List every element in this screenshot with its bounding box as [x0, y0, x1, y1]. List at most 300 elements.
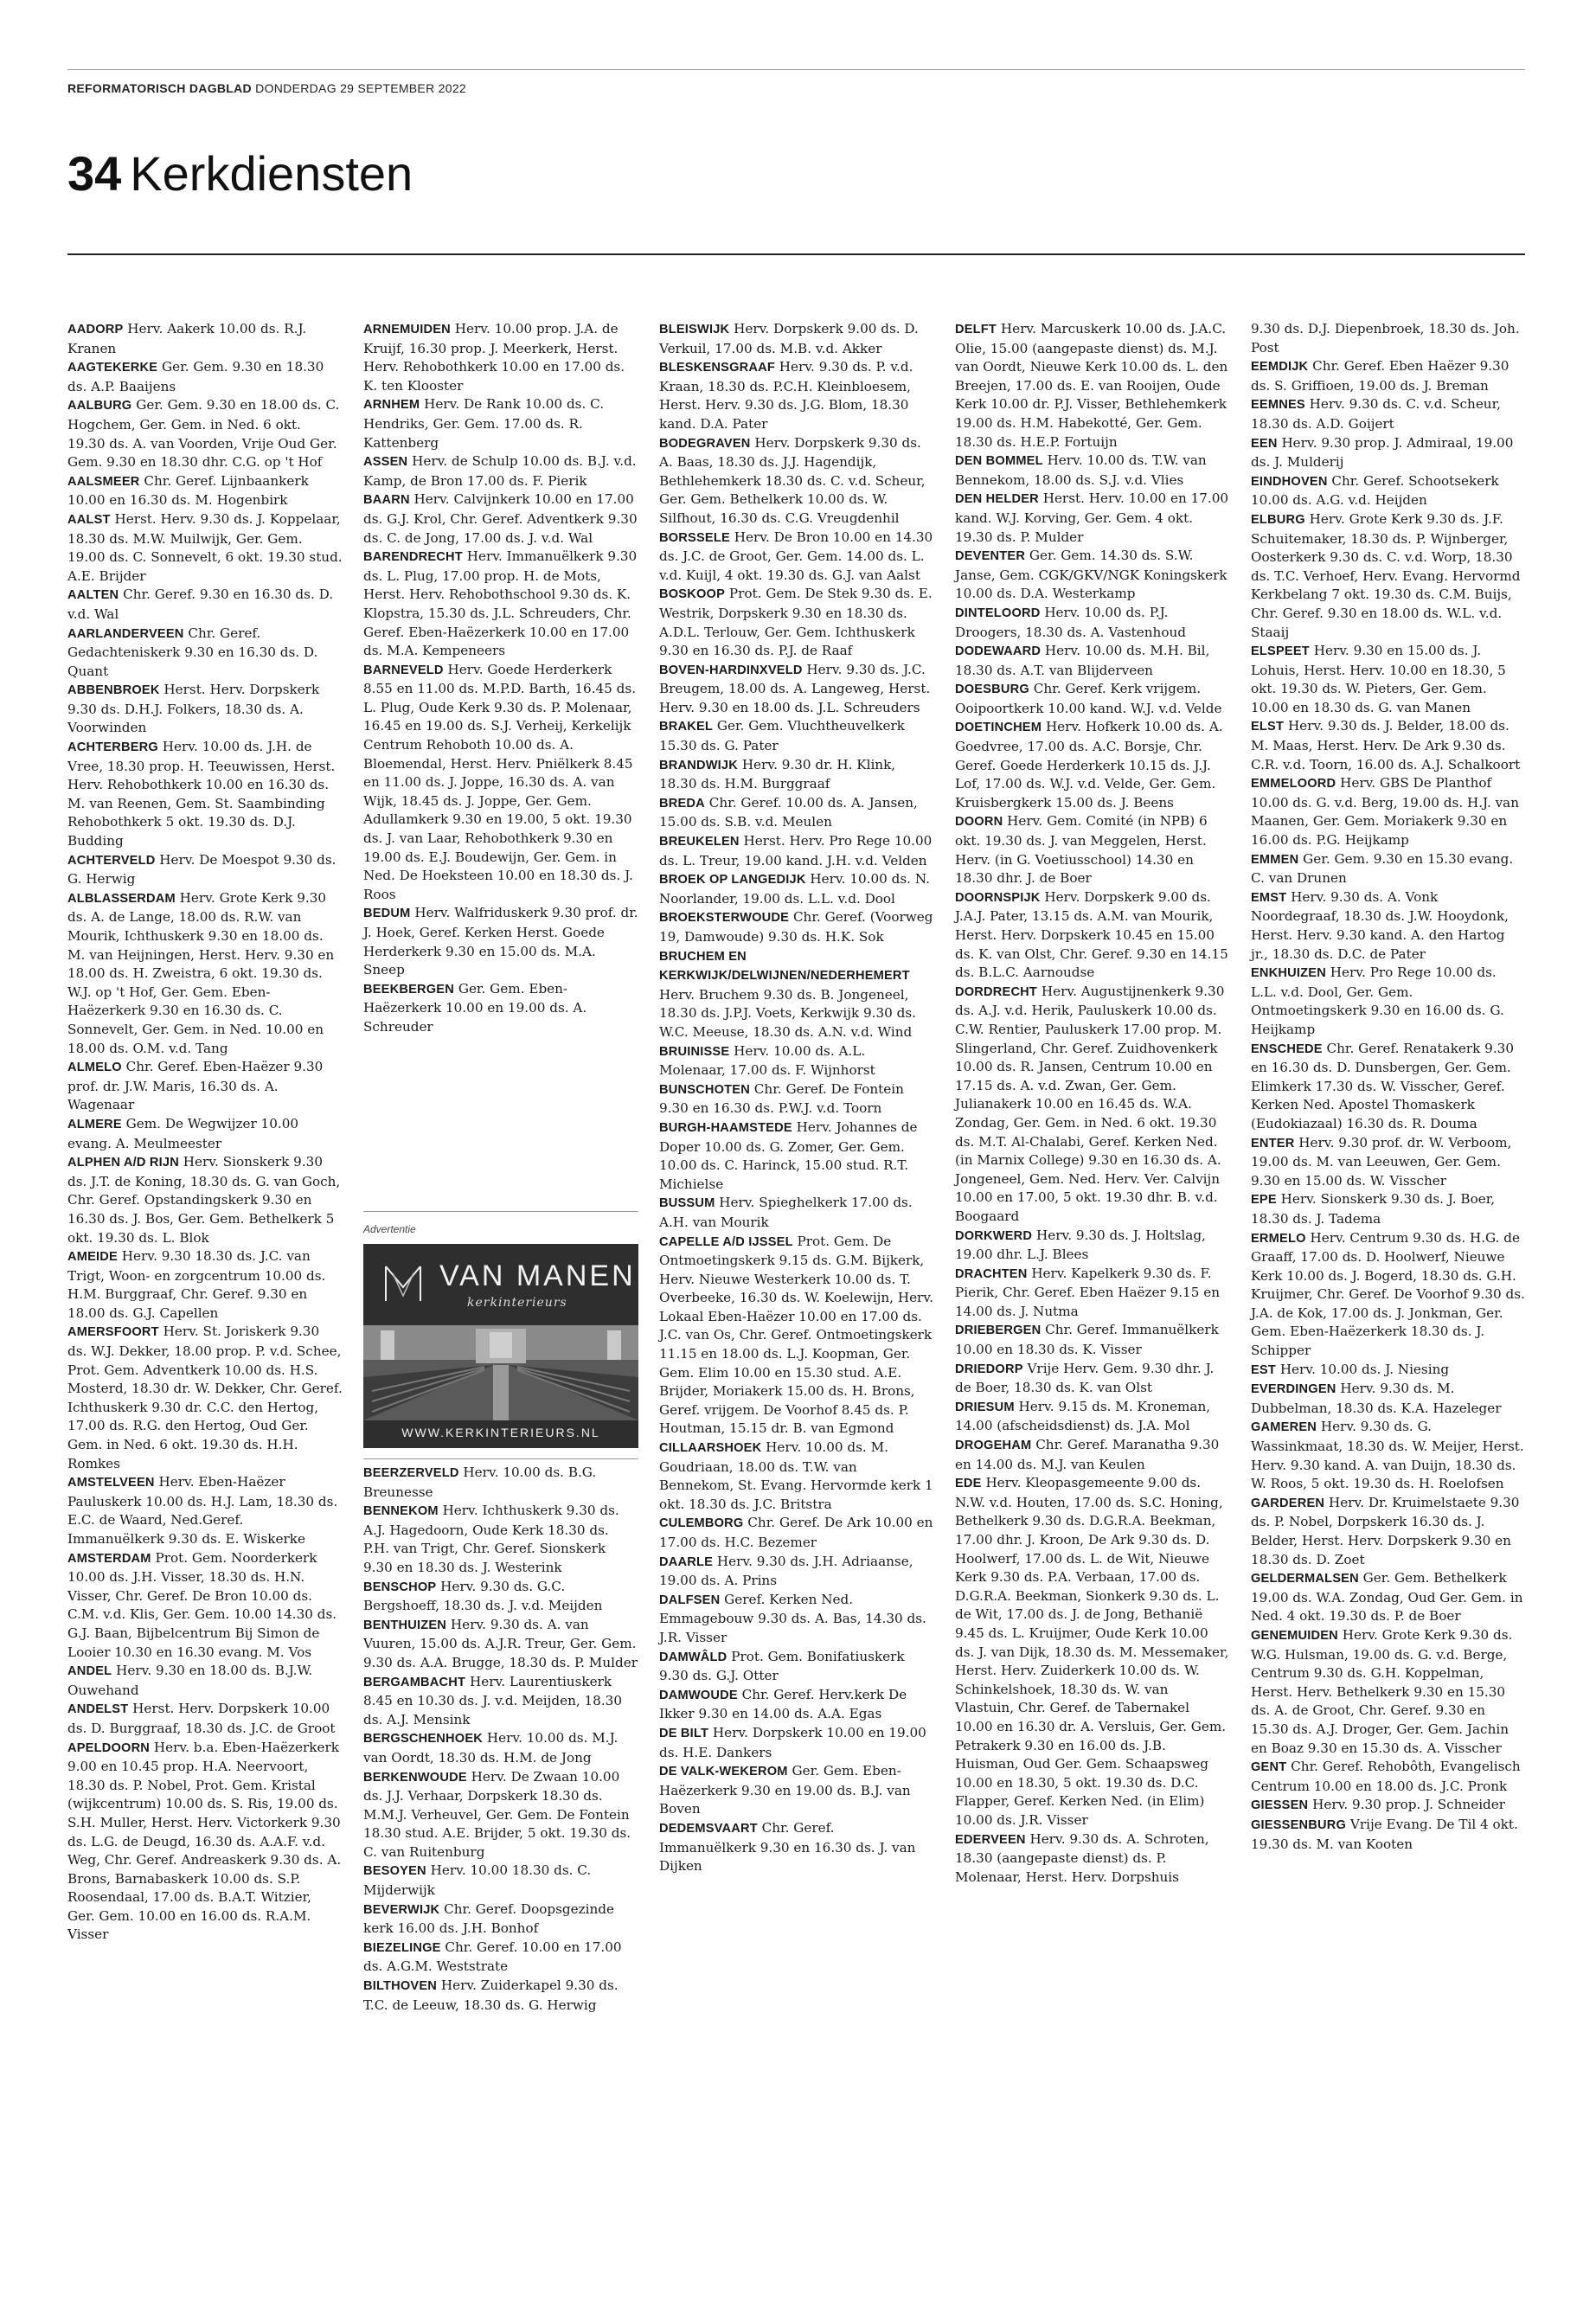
service-listing — [659, 947, 934, 1042]
service-details: Prot. Gem. De Ontmoetingskerk 9.15 ds. G.M. Bijkerk, Herv. Nieuwe Westerkerk 10.00 ds. T. Overbeeke, 16.30 ds. W. Koelewijn, Herv. Lokaal Eben-Haëzer 10.00 en 17.00 ds. J.C. van Os, Chr. Geref. Ontmoetingskerk 11.15 en 18.00 ds. L.J. Koopman, Ger. Gem. Elim 10.00 en 15.30 stud. A.E. Brijder, Moriakerk 15.00 ds. H. Brons, Geref. vrijgem. De Voorhof 8.45 ds. P. Houtman, 15.15 dr. B. van Egmond — [659, 1233, 933, 1437]
place-name: AALBURG — [67, 399, 132, 413]
service-details: Herv. De Bron 10.00 en 14.30 ds. J.C. de Groot, Ger. Gem. 14.00 ds. L. v.d. Kuijl, 4 okt. 19.30 ds. G.J. van Aalst — [659, 529, 933, 583]
service-listing — [659, 585, 934, 660]
service-details: Herv. 9.30 en 18.00 ds. B.J.W. Ouwehand — [67, 1663, 313, 1698]
service-details: Chr. Geref. 10.00 ds. A. Jansen, 15.00 ds. S.B. v.d. Meulen — [659, 794, 918, 830]
service-details: Herv. 9.30 ds. J. Belder, 18.00 ds. M. Maas, Herst. Herv. De Ark 9.30 ds. C.R. v.d. Toorn, 16.00 ds. A.J. Schalkoort — [1251, 718, 1521, 772]
service-listing — [67, 472, 343, 510]
service-details: Chr. Geref. Herv.kerk De Ikker 9.30 en 14.00 ds. A.A. Egas — [659, 1686, 907, 1722]
place-name: EDERVEEN — [955, 1832, 1026, 1847]
place-name: BOVEN-HARDINXVELD — [659, 663, 803, 677]
service-listing — [659, 661, 934, 718]
service-details: Herv. 10.00 ds. P.J. Droogers, 18.30 ds. A. Vastenhoud — [955, 604, 1186, 640]
ad-brand: VAN MANEN — [439, 1259, 636, 1292]
service-details: Herv. 9.30 prof. dr. W. Verboom, 19.00 ds. M. van Leeuwen, Ger. Gem. 9.30 en 15.00 ds. W. Visscher — [1251, 1134, 1512, 1189]
service-listing — [363, 1900, 638, 1939]
service-details: Herv. 9.30 prop. J. Schneider — [1312, 1797, 1506, 1813]
service-listing — [955, 642, 1230, 680]
service-details: Ger. Gem. Bethelkerk 19.00 ds. W.A. Zondag, Oud Ger. Gem. in Ned. 4 okt. 19.30 ds. P. de Boer — [1251, 1570, 1523, 1625]
service-details: Ger. Gem. Eben-Haëzerkerk 10.00 en 19.00 ds. A. Schreuder — [363, 980, 587, 1035]
service-listing — [659, 320, 934, 358]
service-listing — [67, 1700, 343, 1738]
service-listing — [363, 1616, 638, 1673]
place-name: DRIEDORP — [955, 1362, 1023, 1376]
place-name: DELFT — [955, 323, 997, 336]
service-listing — [659, 832, 934, 870]
service-details: Herv. Grote Kerk 9.30 ds. W.G. Hulsman, 19.00 ds. G. v.d. Berge, Centrum 9.30 ds. G.H. Koppelman, Herst. Herv. Bethelkerk 9.30 en 15.30 ds. A. de Groot, Chr. Geref. 9.30 en 15.30 ds. A.J. Droger, Ger. Gem. Jachin en Boaz 9.30 en 15.30 ds. A. Visscher — [1251, 1626, 1513, 1756]
column-4 — [955, 320, 1230, 1887]
service-details: Prot. Gem. De Stek 9.30 ds. E. Westrik, Dorpskerk 9.30 en 18.30 ds. A.D.L. Terlouw, Ger. Gem. Ichthuskerk 9.30 en 16.30 ds. P.J. de Raaf — [659, 586, 933, 659]
service-details: Herv. 10.00 ds. M.J. van Oordt, 18.30 ds. H.M. de Jong — [363, 1730, 619, 1766]
service-listing — [955, 452, 1230, 490]
service-details: Chr. Geref. Gedachteniskerk 9.30 en 16.30 ds. D. Quant — [67, 625, 318, 679]
service-listing — [1251, 1494, 1526, 1569]
service-listing — [955, 320, 1230, 452]
service-details: Herv. Johannes de Doper 10.00 ds. G. Zomer, Ger. Gem. 10.00 ds. C. Harinck, 15.00 stud. R.T. Michielse — [659, 1118, 918, 1192]
place-name: GIESSEN — [1251, 1798, 1309, 1813]
service-details: Prot. Gem. Bonifatiuskerk 9.30 ds. G.J. Otter — [659, 1648, 905, 1684]
service-listing — [1251, 964, 1526, 1039]
service-listing — [1251, 1758, 1526, 1796]
service-details: Herv. 9.30 ds. J.C. Breugem, 18.00 ds. A. Langeweg, Herst. Herv. 9.30 en 18.00 ds. J.L. Schreuders — [659, 661, 931, 715]
service-details: Chr. Geref. De Fontein 9.30 en 16.30 ds. P.W.J. v.d. Toorn — [659, 1080, 904, 1117]
service-listing — [1251, 1229, 1526, 1361]
place-name: EDE — [955, 1477, 982, 1491]
service-listing — [67, 1473, 343, 1548]
place-name: BENNEKOM — [363, 1504, 439, 1519]
service-listing — [955, 1321, 1230, 1359]
place-name: BREUKELEN — [659, 835, 740, 849]
service-details: Prot. Gem. Noorderkerk 10.00 ds. J.H. Visser, 18.30 ds. H.N. Visser, Chr. Geref. De Bron 10.00 ds. C.M. v.d. Klis, Ger. Gem. 10.00 14.30 ds. G.J. Baan, Bijbelcentrum Bij Simon de Looier 10.30 en 16.30 evang. M. Vos — [67, 1549, 337, 1660]
service-listing — [67, 681, 343, 738]
service-listing — [659, 1724, 934, 1762]
service-listing — [1251, 1796, 1526, 1816]
place-name: BARENDRECHT — [363, 550, 463, 565]
service-details: Herv. Dorpskerk 10.00 en 19.00 ds. H.E. Dankers — [659, 1724, 926, 1760]
service-listing — [659, 870, 934, 908]
place-name: BAARN — [363, 493, 410, 508]
place-name: AALTEN — [67, 588, 119, 603]
vm-monogram-icon — [381, 1261, 426, 1306]
place-name: AMEIDE — [67, 1250, 118, 1265]
service-listing — [955, 1360, 1230, 1398]
service-details: Herv. Hofkerk 10.00 ds. A. Goedvree, 17.00 ds. A.C. Borsje, Chr. Geref. Goede Herderkerk 10.15 ds. J.J. Lof, 17.00 ds. W.J. v.d. Velde, Ger. Gem. Kruisbergkerk 15.00 ds. J. Beens — [955, 719, 1223, 811]
place-name: ABBENBROEK — [67, 683, 160, 698]
place-name: DAARLE — [659, 1554, 714, 1569]
service-listing — [659, 529, 934, 586]
service-listing — [659, 756, 934, 794]
place-name: DOETINCHEM — [955, 721, 1042, 735]
service-listing — [659, 434, 934, 529]
place-name: BRANDWIJK — [659, 758, 738, 772]
place-name: BROEK OP LANGEDIJK — [659, 873, 806, 888]
service-listing — [67, 1153, 343, 1247]
service-details: Ger. Gem. 14.30 ds. S.W. Janse, Gem. CGK/GKV/NGK Koningskerk 10.00 ds. D.A. Westerkamp — [955, 548, 1227, 602]
service-details: Herst. Herv. 9.30 ds. J. Koppelaar, 18.30 ds. M.W. Muilwijk, Ger. Gem. 19.00 ds. C. Sonnevelt, 6 okt. 19.30 stud. A.E. Brijder — [67, 510, 343, 584]
service-details: Gem. De Wegwijzer 10.00 evang. A. Meulmeester — [67, 1115, 299, 1151]
service-details: Herv. GBS De Planthof 10.00 ds. G. v.d. Berg, 19.00 ds. H.J. van Maanen, Ger. Gem. Moriakerk 9.30 en 16.00 ds. P.G. Heijkamp — [1251, 775, 1520, 849]
place-name: BIEZELINGE — [363, 1940, 441, 1955]
place-name: BEDUM — [363, 907, 411, 921]
service-details: Herv. Dorpskerk 9.00 ds. D. Verkuil, 17.00 ds. M.B. v.d. Akker — [659, 321, 919, 356]
place-name: BERGAMBACHT — [363, 1675, 466, 1689]
place-name: ALPHEN A/D RIJN — [67, 1156, 179, 1170]
place-name: ELST — [1251, 720, 1285, 734]
place-name: BRUINISSE — [659, 1044, 730, 1059]
service-listing — [67, 851, 343, 889]
place-name: AADORP — [67, 323, 124, 336]
service-listing — [67, 1115, 343, 1153]
service-details: Herv. Dr. Kruimelstaete 9.30 ds. P. Nobel, Dorpskerk 16.30 ds. J. Belder, Herst. Herv. Dorpskerk 9.30 en 18.30 ds. D. Zoet — [1251, 1494, 1520, 1567]
service-details: Herv. De Zwaan 10.00 ds. J.J. Verhaar, Dorpskerk 18.30 ds. M.M.J. Verheuvel, Ger. Gem. De Fontein 18.30 stud. A.E. Brijder, 5 okt. 19.30 ds. C. van Ruitenburg — [363, 1768, 631, 1860]
service-details: Chr. Geref. De Ark 10.00 en 17.00 ds. H.C. Bezemer — [659, 1515, 933, 1550]
place-name: BUNSCHOTEN — [659, 1082, 750, 1097]
ad-bottom-rule — [363, 1458, 638, 1459]
service-listing — [363, 452, 638, 490]
service-details: Herv. Dorpskerk 9.00 ds. J.A.J. Pater, 13.15 ds. A.M. van Mourik, Herst. Herv. Dorpskerk 10.45 en 15.00 ds. K. van Olst, Chr. Geref. 9.30 en 14.15 ds. B.L.C. Aarnoudse — [955, 888, 1228, 981]
service-details: Herv. 9.30 ds. A. van Vuuren, 15.00 ds. A.J.R. Treur, Ger. Gem. 9.30 ds. A.A. Brugge, 18.30 ds. P. Mulder — [363, 1616, 638, 1670]
page-title: Kerkdiensten — [130, 146, 413, 201]
service-details: Herv. St. Joriskerk 9.30 ds. W.J. Dekker, 18.00 prop. P. v.d. Schee, Prot. Gem. Adventkerk 10.00 ds. H.S. Mosterd, 18.30 dr. W. Dekker, Chr. Geref. Ichthuskerk 9.30 dr. C.C. den Hertog, 17.00 ds. R.G. den Hertog, Oud Ger. Gem. in Ned. 6 okt. 19.30 ds. H.H. Romkes — [67, 1324, 343, 1471]
service-listing — [659, 1194, 934, 1232]
place-name: DORKWERD — [955, 1228, 1033, 1243]
place-name: ERMELO — [1251, 1231, 1306, 1246]
service-details: Herv. De Rank 10.00 ds. C. Hendriks, Ger. Gem. 17.00 ds. R. Kattenberg — [363, 396, 605, 451]
service-listing — [363, 395, 638, 452]
service-listing — [67, 1323, 343, 1473]
service-listing — [955, 1830, 1230, 1888]
service-listing — [363, 490, 638, 548]
service-listing — [1251, 1134, 1526, 1191]
service-listing — [1251, 434, 1526, 472]
service-details: Chr. Geref. Eben-Haëzer 9.30 prof. dr. J.W. Maris, 16.30 ds. A. Wagenaar — [67, 1059, 324, 1113]
service-listing — [363, 320, 638, 395]
service-listing — [363, 1502, 638, 1577]
page-number: 34 — [67, 146, 122, 201]
place-name: GELDERMALSEN — [1251, 1572, 1359, 1586]
service-listing — [659, 908, 934, 946]
service-details: Herv. Immanuëlkerk 9.30 ds. L. Plug, 17.00 prop. H. de Mots, Herst. Herv. Rehobothschool 9.30 ds. K. Klopstra, 15.30 ds. J.L. Schreuders, Chr. Geref. Eben-Haëzerkerk 10.00 en 17.00 ds. M.A. Kempeneers — [363, 548, 638, 659]
service-details: Chr. Geref. Immanuëlkerk 9.30 en 16.30 ds. J. van Dijken — [659, 1819, 916, 1875]
place-name: ENSCHEDE — [1251, 1042, 1323, 1056]
service-details: Chr. Geref. Doopsgezinde kerk 16.00 ds. J.H. Bonhof — [363, 1900, 614, 1937]
service-listing — [1251, 1190, 1526, 1228]
place-name: EEMDIJK — [1251, 360, 1309, 375]
place-name: DROGEHAM — [955, 1439, 1032, 1453]
service-listing — [1251, 717, 1526, 774]
service-details: Herv. 9.30 en 15.00 ds. J. Lohuis, Herst. Herv. 10.00 en 18.30, 5 okt. 19.30 ds. W. Pieters, Ger. Gem. 10.00 en 18.30 ds. G. van Manen — [1251, 643, 1506, 715]
service-listing — [955, 983, 1230, 1227]
service-details: Herv. 10.00 18.30 ds. C. Mijderwijk — [363, 1862, 592, 1899]
place-name: ACHTERVELD — [67, 853, 156, 868]
service-details: Herv. Laurentiuskerk 8.45 en 10.30 ds. J. v.d. Meijden, 18.30 ds. A.J. Mensink — [363, 1673, 622, 1727]
column-2 — [363, 320, 638, 1037]
place-name: ARNHEM — [363, 398, 420, 413]
place-name: DOESBURG — [955, 683, 1029, 697]
service-details: Herv. Dorpskerk 9.30 ds. A. Baas, 18.30 ds. J.J. Hagendijk, Bethlehemkerk 18.30 ds. C. v.d. Scheur, Ger. Gem. Bethelkerk 10.00 ds. W. Silfhout, 16.30 ds. C.G. Vreugdenhil — [659, 434, 926, 526]
place-name: BESOYEN — [363, 1864, 426, 1879]
place-name: CILLAARSHOEK — [659, 1441, 762, 1456]
service-details: Herv. De Moespot 9.30 ds. G. Herwig — [67, 851, 337, 888]
ad-banner[interactable] — [363, 1244, 638, 1448]
service-listing — [955, 547, 1230, 604]
service-details: Ger. Gem. Vluchtheuvelkerk 15.30 ds. G. Pater — [659, 718, 906, 754]
place-name: DEN HELDER — [955, 492, 1039, 507]
place-name: EINDHOVEN — [1251, 474, 1328, 489]
place-name: AAGTEKERKE — [67, 361, 158, 375]
service-listing — [1251, 357, 1526, 395]
place-name: DEVENTER — [955, 549, 1026, 564]
place-name: EVERDINGEN — [1251, 1382, 1336, 1397]
service-listing — [1251, 1040, 1526, 1134]
service-listing — [659, 794, 934, 832]
top-rule — [67, 69, 1525, 70]
service-listing — [363, 1673, 638, 1730]
service-details: Vrije Evang. De Til 4 okt. 19.30 ds. M. van Kooten — [1251, 1816, 1518, 1852]
service-details: Herv. 10.00 ds. A.L. Molenaar, 17.00 ds. F. Wijnhorst — [659, 1042, 875, 1079]
service-listing — [363, 1578, 638, 1616]
service-listing — [955, 1474, 1230, 1830]
service-listing — [363, 661, 638, 905]
service-listing — [67, 320, 343, 358]
place-name: APELDOORN — [67, 1740, 151, 1755]
service-listing — [1251, 1418, 1526, 1493]
service-listing — [363, 1729, 638, 1767]
service-details: Chr. Geref. Lijnbaankerk 10.00 en 16.30 ds. M. Hogenbirk — [67, 472, 309, 509]
place-name: EMMELOORD — [1251, 777, 1336, 792]
service-details: Herst. Herv. 10.00 en 17.00 kand. W.J. Korving, Ger. Gem. 4 okt. 19.30 ds. P. Mulder — [955, 490, 1229, 545]
advertisement — [363, 1211, 638, 1467]
place-name: DAMWÂLD — [659, 1650, 727, 1664]
service-details: Chr. Geref. 10.00 en 17.00 ds. A.G.M. Weststrate — [363, 1939, 622, 1975]
place-name: ENTER — [1251, 1136, 1295, 1150]
place-name: DALFSEN — [659, 1593, 721, 1607]
place-name: ACHTERBERG — [67, 740, 158, 755]
service-details: Herv. Grote Kerk 9.30 ds. J.F. Schuitemaker, 18.30 ds. P. Wijnberger, Oosterkerk 9.30 ds. C. v.d. Worp, 18.30 ds. T.C. Verhoef, Herv. Evang. Hervormd Kerkbelang 7 okt. 19.30 ds. C.M. Buijs, Chr. Geref. 9.30 en 18.00 ds. W.L. v.d. Staaij — [1251, 510, 1521, 640]
place-name: DODEWAARD — [955, 644, 1042, 659]
place-name: BLESKENSGRAAF — [659, 361, 775, 375]
page-header — [67, 145, 413, 202]
service-listing — [659, 1686, 934, 1724]
place-name: DE VALK-WEKEROM — [659, 1765, 788, 1779]
service-details: 9.30 ds. D.J. Diepenbroek, 18.30 ds. Joh. Post — [1251, 321, 1520, 356]
service-details: Chr. Geref. Rehobôth, Evangelisch Centrum 10.00 en 18.00 ds. J.C. Pronk — [1251, 1759, 1521, 1794]
place-name: DE BILT — [659, 1726, 709, 1740]
service-listing — [659, 1591, 934, 1648]
service-listing — [955, 1436, 1230, 1474]
service-listing — [659, 1819, 934, 1876]
masthead — [67, 81, 1525, 95]
place-name: DRIESUM — [955, 1400, 1015, 1414]
service-details: Herv. Grote Kerk 9.30 ds. A. de Lange, 18.00 ds. R.W. van Mourik, Ichthuskerk 9.30 en 18.00 ds. M. van Heijningen, Herst. Herv. 9.30 en 18.00 ds. H. Zweistra, 6 okt. 19.30 ds. W.J. op 't Hof, Ger. Gem. Eben-Haëzerkerk 9.30 en 16.30 ds. C. Sonnevelt, Ger. Gem. in Ned. 10.00 en 18.00 ds. O.M. v.d. Tang — [67, 889, 335, 1056]
service-listing — [1251, 320, 1526, 357]
place-name: BEVERWIJK — [363, 1902, 440, 1917]
service-details: Herv. Kleopasgemeente 9.00 ds. N.W. v.d. Houten, 17.00 ds. S.C. Honing, Bethelkerk 9.30 ds. D.G.R.A. Beekman, 17.00 dhr. J. Kroon, De Ark 9.30 ds. D. Hoolwerf, 17.00 ds. L. de Wit, Nieuwe Kerk 9.30 ds. P.A. Verbaan, 17.00 ds. D.G.R.A. Beekman, Sionkerk 9.30 ds. L. de Wit, 17.00 ds. J. de Jong, Bethanië 9.45 ds. L. Kruijmer, Oude Kerk 10.00 ds. J. van Dijk, 18.30 ds. M. Messemaker, Herst. Herv. Zuiderkerk 10.00 ds. W. Schinkelshoek, 18.30 ds. W. van Vlastuin, Chr. Geref. de Tabernakel 10.00 en 16.30 dr. A. Versluis, Ger. Gem. Petrakerk 9.30 en 16.00 ds. J.B. Huisman, Oud Ger. Gem. Schaapsweg 10.00 en 18.30, 5 okt. 19.30 ds. D.C. Flapper, Geref. Kerken Ned. (in Elim) 10.00 ds. J.R. Visser — [955, 1475, 1229, 1828]
service-details: Herv. 9.30 ds. A. Schroten, 18.30 (aangepaste dienst) ds. P. Molenaar, Herst. Herv. Dorpshuis — [955, 1830, 1209, 1885]
service-listing — [363, 904, 638, 979]
place-name: EMST — [1251, 890, 1287, 905]
service-details: Herv. 9.30 18.30 ds. J.C. van Trigt, Woon- en zorgcentrum 10.00 ds. H.M. Burggraaf, Chr. Geref. 9.30 en 18.00 ds. G.J. Capellen — [67, 1248, 326, 1321]
service-details: Chr. Geref. Schootsekerk 10.00 ds. A.G. v.d. Heijden — [1251, 472, 1499, 509]
service-details: Herv. Pro Rege 10.00 ds. L.L. v.d. Dool, Ger. Gem. Ontmoetingskerk 9.30 en 16.00 ds. G. Heijkamp — [1251, 965, 1504, 1037]
service-details: Ger. Gem. 9.30 en 15.30 evang. C. van Drunen — [1251, 850, 1514, 887]
service-details: Herv. Walfriduskerk 9.30 prof. dr. J. Hoek, Geref. Kerken Herst. Goede Herderkerk 9.30 en 15.00 ds. M.A. Sneep — [363, 905, 638, 978]
service-details: Ger. Gem. Eben-Haëzerkerk 9.30 en 19.00 ds. B.J. van Boven — [659, 1763, 911, 1817]
place-name: BROEKSTERWOUDE — [659, 911, 790, 926]
place-name: DEDEMSVAART — [659, 1821, 758, 1836]
service-details: Herv. 10.00 prop. J.A. de Kruijf, 16.30 prop. J. Meerkerk, Herst. Herv. Rehobothkerk 10.00 en 17.00 ds. K. ten Klooster — [363, 321, 625, 394]
service-details: Herv. Sionskerk 9.30 ds. J. Boer, 18.30 ds. J. Tadema — [1251, 1191, 1496, 1227]
service-listing — [363, 548, 638, 661]
church-interior-photo — [363, 1325, 638, 1420]
service-listing — [67, 1549, 343, 1663]
service-details: Vrije Herv. Gem. 9.30 dhr. J. de Boer, 18.30 ds. K. van Olst — [955, 1360, 1215, 1396]
service-details: Chr. Geref. Maranatha 9.30 en 14.00 ds. M.J. van Keulen — [955, 1437, 1220, 1472]
service-listing — [1251, 510, 1526, 642]
column-1 — [67, 320, 343, 1945]
place-name: BRUCHEM EN KERKWIJK/DELWIJNEN/NEDERHEMERT — [659, 949, 910, 984]
service-details: Herv. 9.30 ds. C. v.d. Scheur, 18.30 ds. A.D. Goijert — [1251, 396, 1502, 432]
service-listing — [955, 1398, 1230, 1436]
service-listing — [659, 1439, 934, 1514]
place-name: ELSPEET — [1251, 644, 1310, 659]
place-name: GENT — [1251, 1760, 1287, 1775]
place-name: AMERSFOORT — [67, 1325, 159, 1340]
ad-url[interactable]: WWW.KERKINTERIEURS.NL — [401, 1426, 600, 1439]
service-details: Herv. 9.30 ds. G.C. Bergshoeff, 18.30 ds. J. v.d. Meijden — [363, 1578, 603, 1614]
service-listing — [67, 1739, 343, 1945]
place-name: BUSSUM — [659, 1196, 715, 1211]
service-listing — [67, 738, 343, 851]
place-name: DRIEBERGEN — [955, 1324, 1042, 1338]
service-details: Herv. 9.30 ds. A. Vonk Noordegraaf, 18.30 ds. J.W. Hooydonk, Herst. Herv. 9.30 kand. A. den Hartog jr., 18.30 ds. D.C. de Pater — [1251, 888, 1509, 962]
service-listing — [363, 1464, 638, 1502]
place-name: AMSTELVEEN — [67, 1476, 155, 1490]
service-listing — [67, 358, 343, 396]
service-details: Chr. Geref. (Voorweg 19, Damwoude) 9.30 ds. H.K. Sok — [659, 909, 933, 945]
place-name: DOORN — [955, 815, 1003, 830]
service-listing — [67, 625, 343, 682]
place-name: BARNEVELD — [363, 663, 444, 677]
header-rule — [67, 253, 1525, 255]
service-listing — [659, 358, 934, 433]
service-details: Herv. 10.00 ds. J.H. de Vree, 18.30 prop. H. Teeuwissen, Herst. Herv. Rehobothkerk 10.00 en 16.30 ds. M. van Reenen, Gem. St. Saambinding Rehobothkerk 5 okt. 19.30 ds. D.J. Budding — [67, 739, 336, 849]
service-listing — [1251, 1569, 1526, 1626]
service-listing — [363, 1939, 638, 1977]
place-name: BERKENWOUDE — [363, 1770, 467, 1785]
service-listing — [363, 1977, 638, 2015]
place-name: ALMELO — [67, 1061, 122, 1075]
service-details: Chr. Geref. Renatakerk 9.30 en 16.30 ds. D. Dunsbergen, Ger. Gem. Elimkerk 17.30 ds. W. Visscher, Geref. Kerken Ned. Apostel Thomaskerk (Eudokiazaal) 16.30 ds. R. Douma — [1251, 1040, 1514, 1131]
service-details: Herv. 9.30 dr. H. Klink, 18.30 ds. H.M. Burggraaf — [659, 756, 896, 792]
service-listing — [1251, 1626, 1526, 1758]
service-details: Herv. Gem. Comité (in NPB) 6 okt. 19.30 ds. J. van Meggelen, Herst. Herv. (in G. Voetiusschool) 14.30 en 18.30 dhr. J. de Boer — [955, 813, 1208, 887]
place-name: GIESSENBURG — [1251, 1817, 1347, 1832]
place-name: EST — [1251, 1362, 1276, 1377]
place-name: ALBLASSERDAM — [67, 891, 176, 906]
service-listing — [67, 586, 343, 624]
service-details: Chr. Geref. 9.30 en 16.30 ds. D. v.d. Wal — [67, 586, 334, 622]
column-2-lower — [363, 1464, 638, 2015]
service-details: Chr. Geref. Kerk vrijgem. Ooipoortkerk 10.00 kand. W.J. v.d. Velde — [955, 681, 1222, 716]
service-listing — [363, 980, 638, 1037]
service-details: Herv. 9.15 ds. M. Kroneman, 14.00 (afscheidsdienst) ds. J.A. Mol — [955, 1398, 1211, 1434]
service-details: Herv. 10.00 ds. N. Noorlander, 19.00 ds. L.L. v.d. Dool — [659, 871, 930, 907]
masthead-paper: REFORMATORISCH DAGBLAD — [67, 81, 252, 95]
place-name: EEMNES — [1251, 398, 1305, 413]
ad-tagline: kerkinterieurs — [467, 1296, 567, 1310]
place-name: AALSMEER — [67, 474, 140, 489]
place-name: ELBURG — [1251, 512, 1305, 527]
column-3 — [659, 320, 934, 1876]
service-listing — [659, 1648, 934, 1686]
place-name: ARNEMUIDEN — [363, 323, 451, 336]
masthead-date: DONDERDAG 29 SEPTEMBER 2022 — [255, 81, 467, 95]
service-details: Herv. Marcuskerk 10.00 ds. J.A.C. Olie, 15.00 (aangepaste dienst) ds. M.J. van Oordt, Nieuwe Kerk 10.00 ds. L. den Breejen, 17.00 ds. E. van Rooijen, Oude Kerk 10.00 dr. P.J. Visser, Bethlehemkerk 19.00 ds. H.M. Habekotté, Ger. Gem. 18.30 ds. H.E.P. Fortuijn — [955, 321, 1228, 450]
service-details: Herv. 10.00 ds. M.H. Bil, 18.30 ds. A.T. van Blijderveen — [955, 643, 1210, 678]
service-details: Herv. Calvijnkerk 10.00 en 17.00 ds. G.J. Krol, Chr. Geref. Adventkerk 9.30 ds. C. de Jong, 17.00 ds. J. v.d. Wal — [363, 491, 638, 546]
place-name: ALMERE — [67, 1117, 122, 1131]
ad-top-rule — [363, 1211, 638, 1212]
place-name: BEERZERVELD — [363, 1466, 459, 1480]
place-name: BOSKOOP — [659, 587, 726, 602]
service-listing — [1251, 642, 1526, 717]
service-listing — [955, 1265, 1230, 1322]
service-details: Herv. 9.30 ds. P. v.d. Kraan, 18.30 ds. P.C.H. Kleinbloesem, Herst. Herv. 9.30 ds. J.G. Blom, 18.30 kand. D.A. Pater — [659, 359, 913, 432]
service-details: Herv. 9.30 ds. J.H. Adriaanse, 19.00 ds. A. Prins — [659, 1553, 913, 1589]
service-details: Herv. Kapelkerk 9.30 ds. F. Pierik, Chr. Geref. Eben Haëzer 9.15 en 14.00 ds. J. Nutma — [955, 1265, 1220, 1319]
place-name: BENTHUIZEN — [363, 1618, 447, 1632]
place-name: BENSCHOP — [363, 1580, 437, 1594]
place-name: CULEMBORG — [659, 1516, 744, 1531]
service-details: Herv. 9.30 ds. J. Holtslag, 19.00 dhr. L.J. Blees — [955, 1227, 1206, 1263]
place-name: BILTHOVEN — [363, 1979, 438, 1994]
service-listing — [67, 1662, 343, 1700]
service-listing — [659, 1080, 934, 1118]
place-name: ASSEN — [363, 455, 408, 470]
service-listing — [955, 490, 1230, 547]
place-name: AALST — [67, 512, 111, 527]
service-listing — [67, 510, 343, 586]
place-name: DINTELOORD — [955, 606, 1041, 620]
place-name: CAPELLE A/D IJSSEL — [659, 1234, 793, 1249]
place-name: ANDEL — [67, 1664, 112, 1679]
service-details: Herv. Eben-Haëzer Pauluskerk 10.00 ds. H.J. Lam, 18.30 ds. E.C. de Waard, Ned.Geref. Immanuëlkerk 9.30 ds. E. Wiskerke — [67, 1474, 338, 1547]
service-details: Herv. Centrum 9.30 ds. H.G. de Graaff, 17.00 ds. D. Hoolwerf, Nieuwe Kerk 10.00 ds. J. Bogerd, 18.30 ds. G.H. Kruijmer, Chr. Geref. De Voorhof 9.30 ds. J.A. de Kok, 17.00 ds. J. Jonkman, Ger. Gem. Eben-Haëzerkerk 18.30 ds. J. Schipper — [1251, 1229, 1525, 1359]
place-name: EMMEN — [1251, 852, 1299, 867]
service-listing — [67, 1058, 343, 1115]
service-listing — [1251, 888, 1526, 964]
place-name: DRACHTEN — [955, 1266, 1028, 1281]
service-details: Herv. 9.30 ds. M. Dubbelman, 18.30 ds. K.A. Hazeleger — [1251, 1381, 1502, 1416]
service-details: Ger. Gem. 9.30 en 18.30 ds. A.P. Baaijens — [67, 359, 324, 394]
service-details: Herv. b.a. Eben-Haëzerkerk 9.00 en 10.45 prop. H.A. Neervoort, 18.30 ds. P. Nobel, Prot. Gem. Kristal (wijkcentrum) 10.00 ds. S. Ris, 19.00 ds. S.H. Muller, Herst. Herv. Victorkerk 9.30 ds. L.G. de Deugd, 16.30 ds. A.A.F. v.d. Weg, Chr. Geref. Andreaskerk 9.30 ds. A. Brons, Barnabaskerk 10.00 ds. S.P. Roosendaal, 17.00 ds. B.A.T. Witzier, Ger. Gem. 10.00 en 16.00 ds. R.A.M. Visser — [67, 1739, 342, 1943]
service-listing — [659, 1118, 934, 1194]
service-details: Herv. Zuiderkapel 9.30 ds. T.C. de Leeuw, 18.30 ds. G. Herwig — [363, 1977, 619, 2013]
service-details: Herv. 10.00 ds. J. Niesing — [1279, 1361, 1450, 1377]
service-details: Herv. 10.00 ds. B.G. Breunesse — [363, 1465, 597, 1500]
service-listing — [1251, 472, 1526, 510]
service-listing — [955, 680, 1230, 718]
service-details: Herst. Herv. Dorpskerk 10.00 ds. D. Burggraaf, 18.30 ds. J.C. de Groot — [67, 1701, 336, 1736]
service-listing — [363, 1862, 638, 1900]
place-name: GARDEREN — [1251, 1496, 1325, 1510]
place-name: ANDELST — [67, 1702, 129, 1717]
service-details: Herv. Spieghelkerk 17.00 ds. A.H. van Mourik — [659, 1195, 913, 1230]
service-details: Herst. Herv. Dorpskerk 9.30 ds. D.H.J. Folkers, 18.30 ds. A. Voorwinden — [67, 682, 320, 736]
place-name: ENKHUIZEN — [1251, 966, 1326, 981]
place-name: BRAKEL — [659, 720, 714, 734]
